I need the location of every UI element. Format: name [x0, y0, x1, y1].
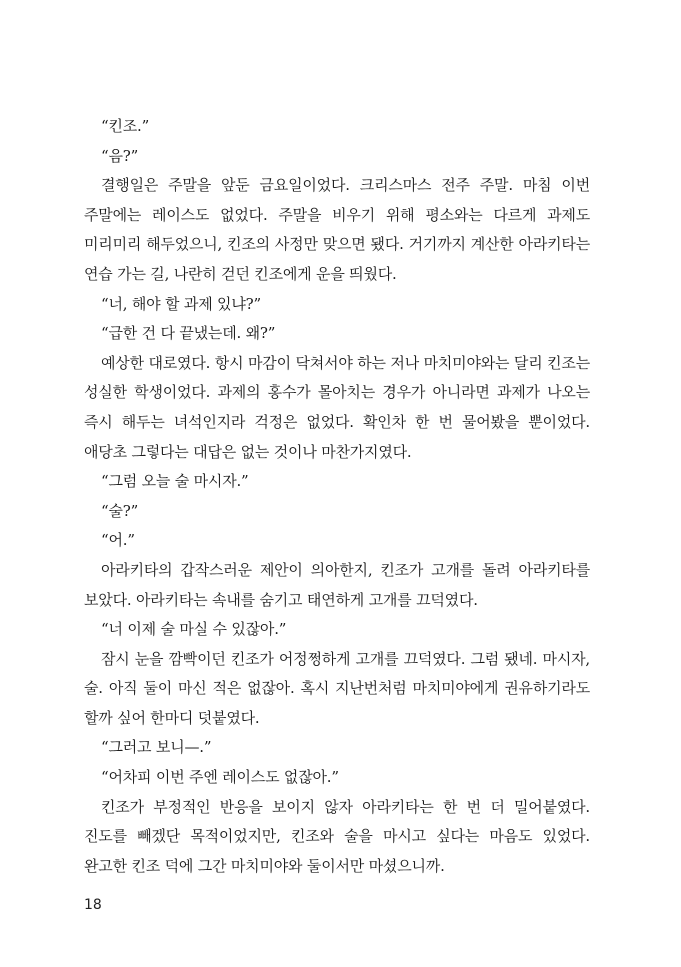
- paragraph: 결행일은 주말을 앞둔 금요일이었다. 크리스마스 전주 주말. 마침 이번 주말에는 레이스도 없었다. 주말을 비우기 위해 평소와는 다르게 과제도 미리미리 해두었으니, 킨조의 사정만 맞으면 됐다. 거기까지 계산한 아라키타는 연습 가는 길, 나란히 걷던 킨조에게 운을 띄웠다.: [84, 176, 590, 283]
- paragraph: “음?”: [101, 146, 139, 165]
- paragraph: “어.”: [101, 531, 135, 550]
- body-text: [84, 112, 590, 881]
- paragraph: 아라키타의 갑작스러운 제안이 의아한지, 킨조가 고개를 돌려 아라키타를 보았다. 아라키타는 속내를 숨기고 태연하게 고개를 끄덕였다.: [84, 560, 590, 609]
- paragraph: “급한 건 다 끝냈는데. 왜?”: [101, 324, 276, 343]
- paragraph: 예상한 대로였다. 항시 마감이 닥쳐서야 하는 저나 마치미야와는 달리 킨조는 성실한 학생이었다. 과제의 홍수가 몰아치는 경우가 아니라면 과제가 나오는 즉시 해두는 녀석인지라 걱정은 없었다. 확인차 한 번 물어봤을 뿐이었다. 애당초 그렇다는 대답은 없는 것이나 마찬가지였다.: [84, 353, 590, 461]
- paragraph: “그럼 오늘 술 마시자.”: [101, 472, 249, 491]
- paragraph: “어차피 이번 주엔 레이스도 없잖아.”: [101, 768, 339, 787]
- page-number: 18: [84, 897, 102, 913]
- paragraph: “킨조.”: [101, 117, 150, 135]
- paragraph: “그러고 보니—.”: [101, 738, 212, 757]
- paragraph: “너 이제 술 마실 수 있잖아.”: [101, 620, 287, 639]
- paragraph: 킨조가 부정적인 반응을 보이지 않자 아라키타는 한 번 더 밀어붙였다. 진도를 빼겠단 목적이었지만, 킨조와 술을 마시고 싶다는 마음도 있었다. 완고한 킨조 덕에 그간 마치미야와 둘이서만 마셨으니까.: [84, 797, 590, 875]
- paragraph: “술?”: [101, 501, 139, 520]
- paragraph: 잠시 눈을 깜빡이던 킨조가 어정쩡하게 고개를 끄덕였다. 그럼 됐네. 마시자, 술. 아직 둘이 마신 적은 없잖아. 혹시 지난번처럼 마치미야에게 권유하기라도 할까 싶어 한마디 덧붙였다.: [84, 649, 590, 727]
- paragraph: “너, 해야 할 과제 있냐?”: [101, 294, 261, 313]
